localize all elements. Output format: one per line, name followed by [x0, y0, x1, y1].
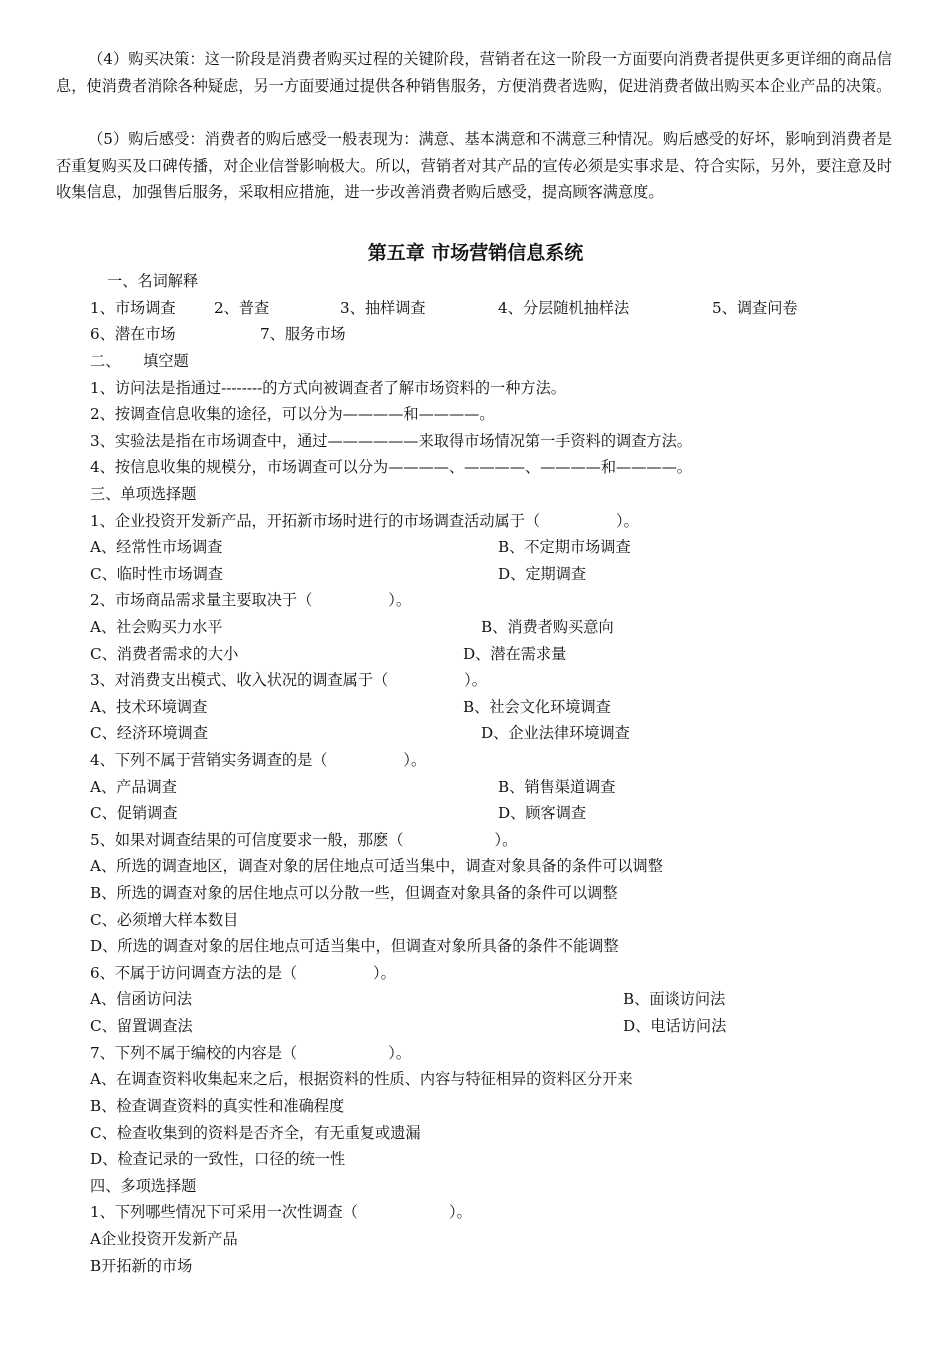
option-c: C、促销调查	[90, 804, 178, 822]
option-b: B、检查调查资料的真实性和准确程度	[90, 1097, 345, 1115]
term-item: 1、市场调查	[90, 299, 176, 317]
section-heading-multi-choice: 四、多项选择题	[90, 1177, 197, 1195]
option-a: A、产品调查	[90, 778, 177, 796]
term-item: 7、服务市场	[260, 325, 346, 343]
section-heading-fill-blank: 二、 填空题	[90, 352, 189, 370]
option-d: D、顾客调查	[498, 804, 587, 822]
question-text: 3、对消费支出模式、收入状况的调查属于（ ）。	[90, 671, 487, 689]
question-text: 7、下列不属于编校的内容是（ ）。	[90, 1044, 412, 1062]
option-b: B、社会文化环境调查	[463, 698, 611, 716]
section-heading-single-choice: 三、单项选择题	[90, 485, 197, 503]
paragraph-post-purchase: （5）购后感受：消费者的购后感受一般表现为：满意、基本满意和不满意三种情况。购后感受的好坏，影响到消费者是否重复购买及口碑传播，对企业信誉影响极大。所以，营销者对其产品的宣传必须是实事求是、符合实际，另外，要注意及时收集信息，加强售后服务，采取相应措施，进一步改善消费者购后感受，提高顾客满意度。	[56, 130, 892, 201]
question-text: 4、下列不属于营销实务调查的是（ ）。	[90, 751, 427, 769]
paragraph-purchase-decision: （4）购买决策：这一阶段是消费者购买过程的关键阶段，营销者在这一阶段一方面要向消费者提供更多更详细的商品信息，使消费者消除各种疑虑，另一方面要通过提供各种销售服务，方便消费者选购，促进消费者做出购买本企业产品的决策。	[56, 50, 892, 95]
fill-blank-question: 2、按调查信息收集的途径，可以分为————和————。	[90, 405, 495, 423]
question-text: 1、下列哪些情况下可采用一次性调查（ ）。	[90, 1203, 472, 1221]
option-a: A、在调查资料收集起来之后，根据资料的性质、内容与特征相异的资料区分开来	[90, 1070, 633, 1088]
option-c: C、检查收集到的资料是否齐全，有无重复或遗漏	[90, 1124, 421, 1142]
term-item: 5、调查问卷	[712, 299, 798, 317]
option-d: D、所选的调查对象的居住地点可适当集中，但调查对象所具备的条件不能调整	[90, 937, 619, 955]
fill-blank-question: 1、访问法是指通过--------的方式向被调查者了解市场资料的一种方法。	[90, 379, 566, 397]
option-d: D、企业法律环境调查	[481, 724, 630, 742]
question-text: 2、市场商品需求量主要取决于（ ）。	[90, 591, 412, 609]
option-b: B、销售渠道调查	[498, 778, 616, 796]
option-b: B、不定期市场调查	[498, 538, 631, 556]
section-heading-terms: 一、名词解释	[107, 272, 199, 290]
option-a: A、信函访问法	[90, 990, 193, 1008]
question-text: 5、如果对调查结果的可信度要求一般，那麽（ ）。	[90, 831, 518, 849]
option-c: C、必须增大样本数目	[90, 911, 239, 929]
option-b: B开拓新的市场	[90, 1257, 193, 1275]
question-text: 6、不属于访问调查方法的是（ ）。	[90, 964, 396, 982]
option-a: A、经常性市场调查	[90, 538, 223, 556]
option-c: C、经济环境调查	[90, 724, 208, 742]
chapter-title: 第五章 市场营销信息系统	[367, 242, 584, 264]
term-item: 2、普查	[214, 299, 270, 317]
option-b: B、消费者购买意向	[481, 618, 614, 636]
option-d: D、电话访问法	[623, 1017, 727, 1035]
option-a: A、技术环境调查	[90, 698, 208, 716]
fill-blank-question: 3、实验法是指在市场调查中，通过——————来取得市场情况第一手资料的调查方法。	[90, 432, 692, 450]
option-d: D、检查记录的一致性，口径的统一性	[90, 1150, 346, 1168]
fill-blank-question: 4、按信息收集的规模分，市场调查可以分为————、————、————和————。	[90, 458, 692, 476]
option-a: A、所选的调查地区，调查对象的居住地点可适当集中，调查对象具备的条件可以调整	[90, 857, 663, 875]
option-b: B、面谈访问法	[623, 990, 726, 1008]
term-item: 6、潜在市场	[90, 325, 176, 343]
option-b: B、所选的调查对象的居住地点可以分散一些，但调查对象具备的条件可以调整	[90, 884, 618, 902]
term-item: 3、抽样调查	[340, 299, 426, 317]
option-c: C、消费者需求的大小	[90, 645, 239, 663]
option-c: C、留置调查法	[90, 1017, 193, 1035]
option-c: C、临时性市场调查	[90, 565, 224, 583]
question-text: 1、企业投资开发新产品，开拓新市场时进行的市场调查活动属于（ ）。	[90, 512, 639, 530]
option-a: A、社会购买力水平	[90, 618, 223, 636]
option-d: D、潜在需求量	[463, 645, 567, 663]
option-a: A企业投资开发新产品	[90, 1230, 238, 1248]
option-d: D、定期调查	[498, 565, 587, 583]
term-item: 4、分层随机抽样法	[498, 299, 630, 317]
